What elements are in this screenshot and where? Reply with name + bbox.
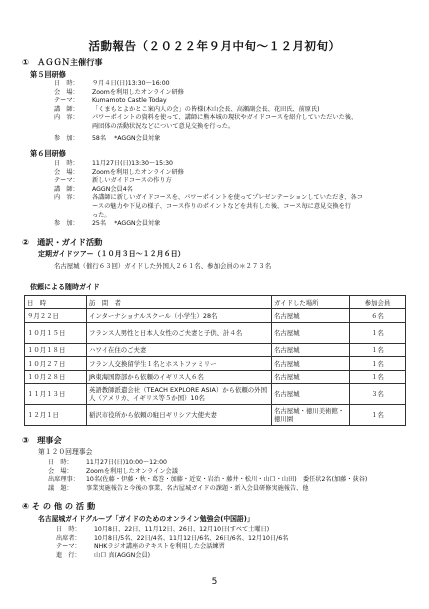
date-cell: １０月１８日 [25,343,87,356]
detail-value: 両団体の活動状況などについて意見交換を行った。 [92,122,235,130]
detail-key: 講 師： [54,105,79,113]
regular-tour-text: 名古屋城（催行６３回）ガイドした外国人２６１名、参加会員の＊２７３名 [54,262,272,270]
detail-value: 10月8日、22日、11月12日、26日、12月10日(すべて土曜日) [94,526,270,533]
detail-key: 日 時： [48,459,73,466]
detail-value: 事業実施報告と今後の事業、名古屋城ガイドの課題・新入会員研修実施報告、他 [86,484,309,492]
detail-value: 11月27日(日)10:00～12:00 [86,459,167,466]
detail-key: 進 行： [56,551,81,559]
detail-key: 日 時： [54,160,79,167]
table-row [25,370,406,383]
detail-key: 内 容： [54,114,79,122]
place-cell: 名古屋城 [272,343,350,356]
detail-key: テーマ： [54,97,79,105]
study-group-label: 名古屋城ガイドグループ「ガイドのためのオンライン勉強会(中国語)」 [38,515,254,523]
table-row [25,343,406,356]
detail-key: 出席理事： [48,476,79,484]
training-5-details [54,80,357,143]
study-group-details [56,526,288,560]
training-6-details [54,160,363,229]
detail-key: テーマ： [56,543,81,551]
column-header: 日 時 [25,296,87,309]
detail-key: 会 場： [48,467,73,475]
table-header-row [25,296,406,309]
detail-value: ９月４日(日)13:30～16:00 [92,80,170,87]
members-cell: １名 [350,322,406,343]
visitor-cell: ハワイ在住のご夫妻 [87,343,272,356]
table-row [25,309,406,322]
detail-value: った。 [92,211,111,219]
place-cell: 名古屋城 [272,357,350,370]
training-5-label: 第５回研修 [30,70,66,79]
visitor-cell: インターナショナルスクール（小学生）28名 [87,309,272,322]
requested-guide-label: 依頼による随時ガイド [30,283,100,291]
members-cell: １名 [350,357,406,370]
section-2-heading: ② 通訳・ガイド活動 [22,237,103,247]
members-cell: ３名 [350,383,406,404]
detail-key: テーマ： [54,177,79,185]
date-cell: ９月２２日 [25,309,87,322]
detail-value: 山口 真(AGGN会員) [94,551,151,559]
detail-value: 11月27日(日)13:30～15:30 [92,160,173,167]
detail-key: 議 題： [48,484,73,492]
place-cell: 名古屋城 [272,322,350,343]
detail-value: 58名 *AGGN会員対象 [92,134,161,142]
visitor-cell: フラン人交換留学生１名とホストファミリー [87,357,272,370]
detail-value: Zoomを利用したオンライン会議 [86,467,178,475]
section-1-heading: ① ＡＧＧＮ主催行事 [22,57,103,67]
table-row [25,404,406,425]
detail-value: 各講師に新しいガイドコースを、パワーポイントを使ってプレゼンテーションしていただき、各コ [92,194,363,202]
detail-value: NHKラジオ講座のテキストを利用した会話練習 [94,543,225,551]
detail-key: 内 容： [54,194,79,202]
date-cell: １１月１３日 [25,383,87,404]
detail-key: 会 場： [54,88,79,96]
date-cell: １０月２８日 [25,370,87,383]
detail-key: 会 場： [54,168,79,176]
detail-value: Kumamoto Castle Today [92,97,167,105]
detail-key: 日 時： [54,80,79,87]
column-header: 訪 問 者 [87,296,272,309]
date-cell: １０月２７日 [25,357,87,370]
board-meeting-details [48,459,367,493]
detail-value: AGGN会員4名 [92,185,133,193]
detail-value: Zoomを利用したオンライン研修 [92,168,184,176]
regular-tour-label: 定期ガイドツアー（１０月３日～１２月６日） [38,250,185,258]
detail-value: パワーポイントの資料を使って、講師に熊本城の現状やガイドコースを紹介していただいた後、 [92,114,358,122]
table-row [25,357,406,370]
section-4-heading: ④ そ の 他 の 活 動 [22,501,96,511]
training-6-label: 第６回研修 [30,149,66,158]
visitor-cell: JR東海国際部から依頼のイギリス人６名 [87,370,272,383]
page-number: 5 [211,577,218,587]
detail-key: 参 加： [54,220,79,228]
visits-table [24,295,406,426]
column-header: 参加会員 [350,296,406,309]
place-cell: 名古屋城 [272,370,350,383]
detail-value: Zoomを利用したオンライン研修 [92,88,184,96]
place-cell: 名古屋城 [272,309,350,322]
place-cell: 名古屋城 [272,383,350,404]
detail-key: 講 師： [54,185,79,193]
detail-value: 新しいガイドコースの作り方 [92,177,172,185]
visitor-cell: 稲沢市役所から依頼の駐日ギリシア大使夫妻 [87,404,272,425]
detail-value: 25名 *AGGN会員対象 [92,220,161,228]
page-title: 活動報告（２０２２年９月中旬～１２月初旬） [88,39,341,53]
place-cell: 名古屋城・徳川美術館・徳川園 [272,404,350,425]
visitor-cell: フランス人男性と日本人女性のご夫妻と子供、計４名 [87,322,272,343]
members-cell: １名 [350,404,406,425]
board-meeting-label: 第１２０回理事会 [38,448,93,456]
detail-value: ースの魅力や下見の様子、コース作りのポイントなどを共有した後、コース毎に意見交換を行 [92,202,351,210]
members-cell: １名 [350,370,406,383]
date-cell: １２月１日 [25,404,87,425]
members-cell: ６名 [350,309,406,322]
detail-value: 10月8日/5名、22日/4名、11月12日/6名、26日/6名、12月10日/6名 [94,534,289,542]
date-cell: １０月１５日 [25,322,87,343]
members-cell: １名 [350,343,406,356]
table-row [25,322,406,343]
detail-key: 参 加： [54,134,79,142]
detail-key: 日 時： [56,526,81,533]
table-row [25,383,406,404]
column-header: ガイドした場所 [272,296,350,309]
detail-value: 10名(佐藤・伊藤・秋・葛巻・加藤・近安・岩治・藤井・松川・山口・山田) 委任状2名(加藤・荻谷) [86,476,368,484]
section-3-heading: ③ 理事会 [22,435,62,445]
detail-value: 「くまもとよかとこ案内人の会」の皆様(木山会長、高瀬副会長、花田氏、前原氏) [92,105,320,113]
visitor-cell: 英語教師派遣会社（TEACH EXPLORE ASIA）から依頼の外国人（アメリカ、イギリス等５か国）10名 [87,383,272,404]
detail-key: 出席者： [56,534,81,542]
